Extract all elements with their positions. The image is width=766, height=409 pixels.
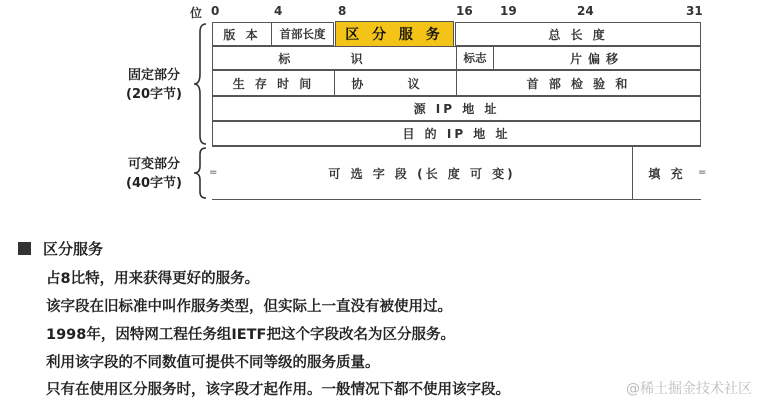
bit-marker-4: 4 [274, 4, 283, 18]
square-bullet-icon [18, 242, 31, 255]
watermark: @稀土掘金技术社区 [626, 381, 752, 397]
section-line-3: 1998年，因特网工程任务组IETF把这个字段改名为区分服务。 [46, 327, 455, 343]
field-padding: 填 充 [632, 146, 701, 200]
field-total-length: 总 长 度 [455, 22, 701, 46]
fixed-part-label: 固定部分 (20字节) [126, 68, 182, 102]
section-title: 区分服务 [43, 240, 104, 258]
field-header-checksum: 首 部 检 验 和 [456, 70, 701, 96]
variable-part-label: 可变部分 (40字节) [126, 157, 182, 191]
bit-marker-16: 16 [456, 4, 473, 18]
fixed-part-brace [192, 22, 210, 146]
field-protocol: 协 议 [334, 70, 457, 96]
bit-marker-19: 19 [500, 4, 517, 18]
field-ttl: 生 存 时 间 [212, 70, 335, 96]
field-destination-ip: 目 的 IP 地 址 [212, 121, 701, 146]
bit-marker-0: 0 [211, 4, 220, 18]
bit-position-label: 位 [190, 6, 203, 20]
section-line-2: 该字段在旧标准中叫作服务类型，但实际上一直没有被使用过。 [46, 299, 452, 315]
section-line-5: 只有在使用区分服务时，该字段才起作用。一般情况下都不使用该字段。 [46, 382, 510, 398]
field-options: 可 选 字 段 (长 度 可 变) [212, 146, 633, 200]
bit-marker-24: 24 [577, 4, 594, 18]
field-fragment-offset: 片偏移 [493, 46, 701, 70]
section-line-1: 占8比特，用来获得更好的服务。 [46, 271, 260, 287]
equal-mark-right: = [698, 167, 707, 178]
field-identification: 标 识 [212, 46, 457, 70]
section-header [18, 238, 103, 259]
bit-marker-8: 8 [338, 4, 347, 18]
field-version: 版 本 [212, 22, 272, 46]
field-header-length: 首部长度 [271, 22, 334, 46]
field-differentiated-services: 区 分 服 务 [335, 21, 454, 47]
section-line-4: 利用该字段的不同数值可提供不同等级的服务质量。 [46, 355, 380, 371]
field-flags: 标志 [456, 46, 494, 70]
variable-part-brace [192, 146, 210, 200]
bit-marker-31: 31 [686, 4, 703, 18]
field-source-ip: 源 IP 地 址 [212, 96, 701, 121]
equal-mark-left: = [209, 167, 218, 178]
